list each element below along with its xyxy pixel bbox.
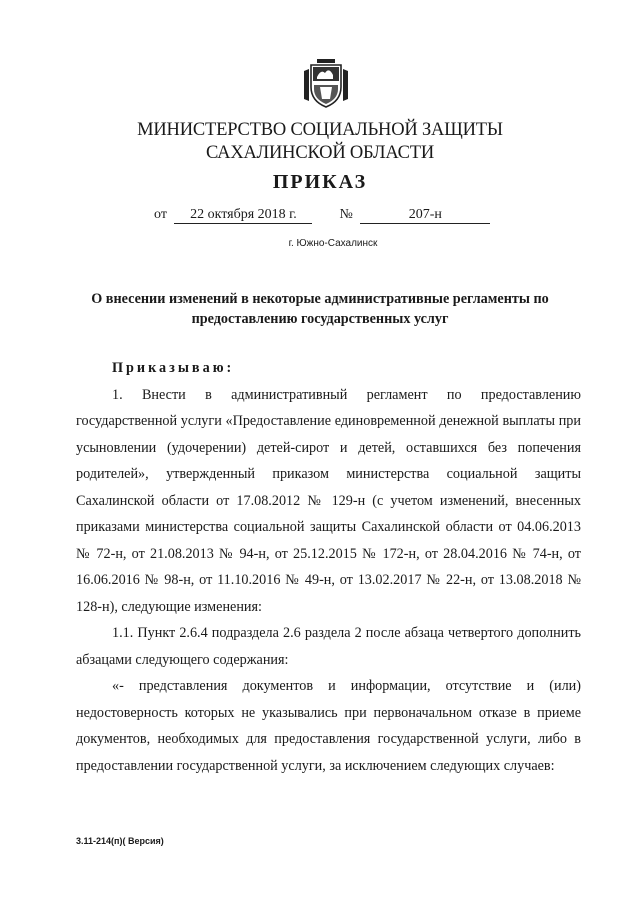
document-type: ПРИКАЗ [272, 171, 368, 193]
ministry-line-2: САХАЛИНСКОЙ ОБЛАСТИ [205, 143, 435, 163]
ministry-line-1: МИНИСТЕРСТВО СОЦИАЛЬНОЙ ЗАЩИТЫ [137, 120, 503, 140]
title-line-1: О внесении изменений в некоторые административные регламенты по [91, 291, 549, 307]
footer-code: 3.11-214(п)( Версия) [76, 836, 164, 846]
number-label: № [339, 207, 353, 222]
paragraph-1-1: 1.1. Пункт 2.6.4 подраздела 2.6 раздела 2 после абзаца четвертого дополнить абзацами следующего содержания: [76, 625, 581, 668]
date-label: от [154, 207, 167, 222]
document-title [60, 289, 580, 329]
order-number: 207-н [360, 207, 490, 224]
paragraph-quote: «- представления документов и информации, отсутствие и (или) недостоверность которых не указывались при первоначальном отказе в приеме документов, необходимых для предоставления государственной услуги, либо в предоставлении государственной услуги, за исключением следующих случаев: [76, 678, 581, 774]
paragraph-1: 1. Внести в административный регламент по предоставлению государственной услуги «Предоставление единовременной денежной выплаты при усыновлении (удочерении) детей-сирот и детей, оставшихся без попечения родителей», утвержденный приказом министерства социальной защиты Сахалинской области от 17.08.2012 № 129-н (с учетом изменений, внесенных приказами министерства социальной защиты Сахалинской области от 04.06.2013 № 72-н, от 21.08.2013 № 94-н, от 25.12.2015 № 172-н, от 28.04.2016 № 74-н, от 16.06.2016 № 98-н, от 11.10.2016 № 49-н, от 13.02.2017 № 22-н, от 13.08.2018 № 128-н), следующие изменения: [76, 386, 581, 615]
order-date: 22 октября 2018 г. [174, 207, 312, 224]
city: г. Южно-Сахалинск [288, 238, 378, 249]
title-line-2: предоставлению государственных услуг [191, 311, 449, 327]
document-body [76, 355, 581, 779]
ministry-name [0, 119, 640, 165]
decree-word: Приказываю: [112, 360, 235, 376]
order-date-number [154, 207, 490, 224]
coat-of-arms-icon [303, 57, 349, 109]
